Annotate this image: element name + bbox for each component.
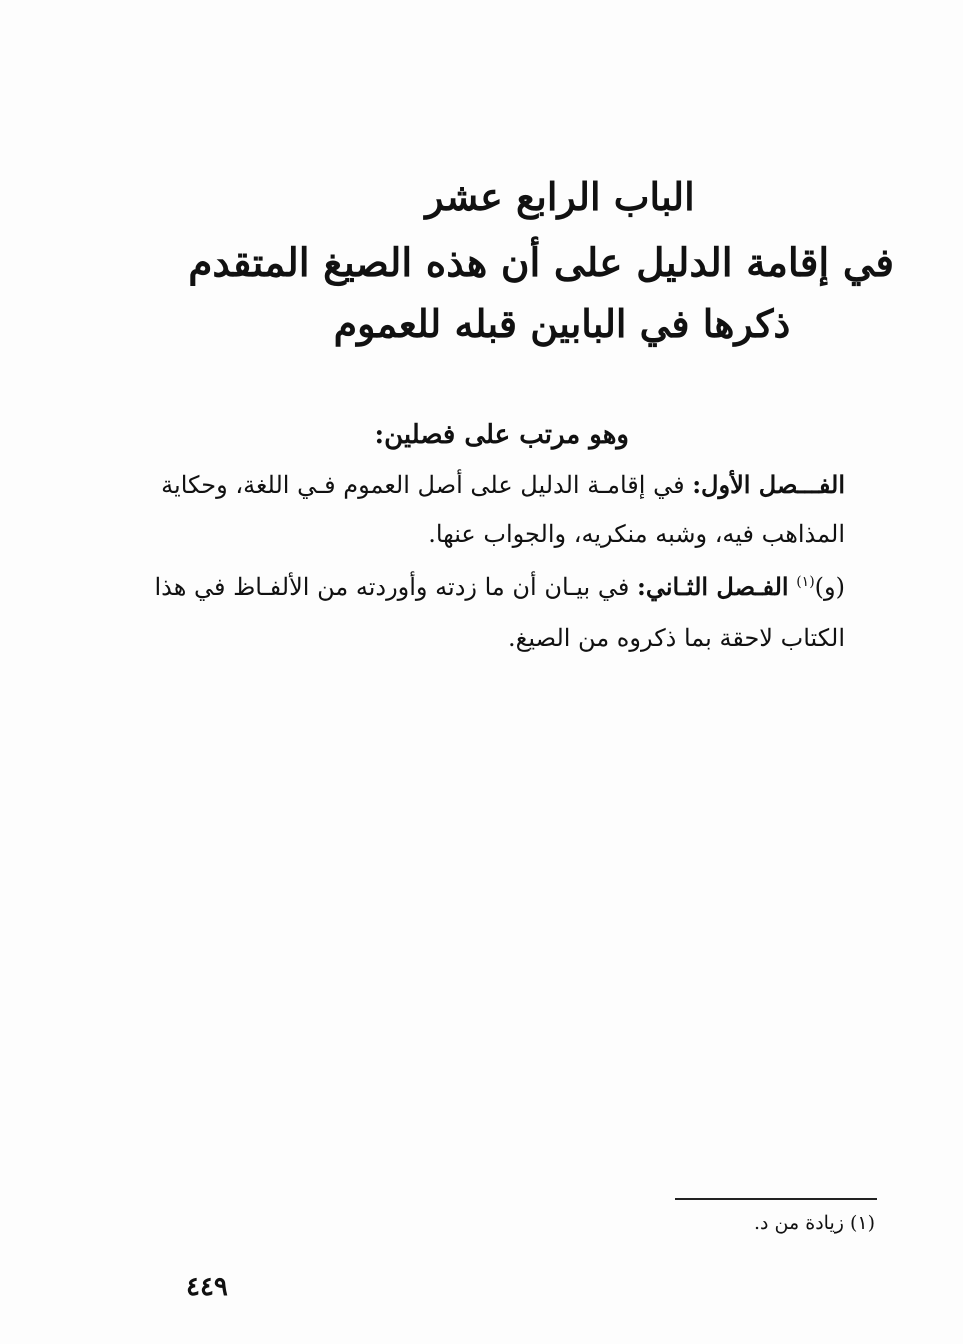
section-2-label: الفـصل الثـاني: bbox=[636, 572, 789, 601]
chapter-title-line-2: في إقامة الدليل على أن هذه الصيغ المتقدم bbox=[188, 240, 894, 286]
section-2-line-2: الكتاب لاحقة بما ذكروه من الصيغ. bbox=[507, 624, 845, 652]
footnote-1: (١) زيادة من د. bbox=[754, 1212, 875, 1234]
chapter-title-line-3: ذكرها في البابين قبله للعموم bbox=[333, 301, 791, 346]
section-2-prefix: (و) bbox=[814, 573, 845, 601]
chapter-intro: وهو مرتب على فصلين: bbox=[374, 420, 629, 450]
footnote-divider bbox=[675, 1198, 877, 1200]
section-1-label: الفـــصل الأول: bbox=[692, 470, 845, 499]
footnote-reference: (١) bbox=[796, 574, 815, 590]
section-2-line-1 bbox=[154, 572, 845, 601]
page-number: ٤٤٩ bbox=[186, 1272, 228, 1302]
section-1-line-1 bbox=[161, 470, 845, 499]
section-1-line-2: المذاهب فيه، وشبه منكريه، والجواب عنها. bbox=[428, 520, 845, 548]
section-1-text: في إقامـة الدليل على أصل العموم فـي اللغة، وحكاية bbox=[161, 471, 685, 499]
chapter-title-line-1: الباب الرابع عشر bbox=[425, 174, 695, 219]
section-2-text: في بيـان أن ما زدته وأوردته من الألفـاظ في هذا bbox=[154, 573, 630, 601]
